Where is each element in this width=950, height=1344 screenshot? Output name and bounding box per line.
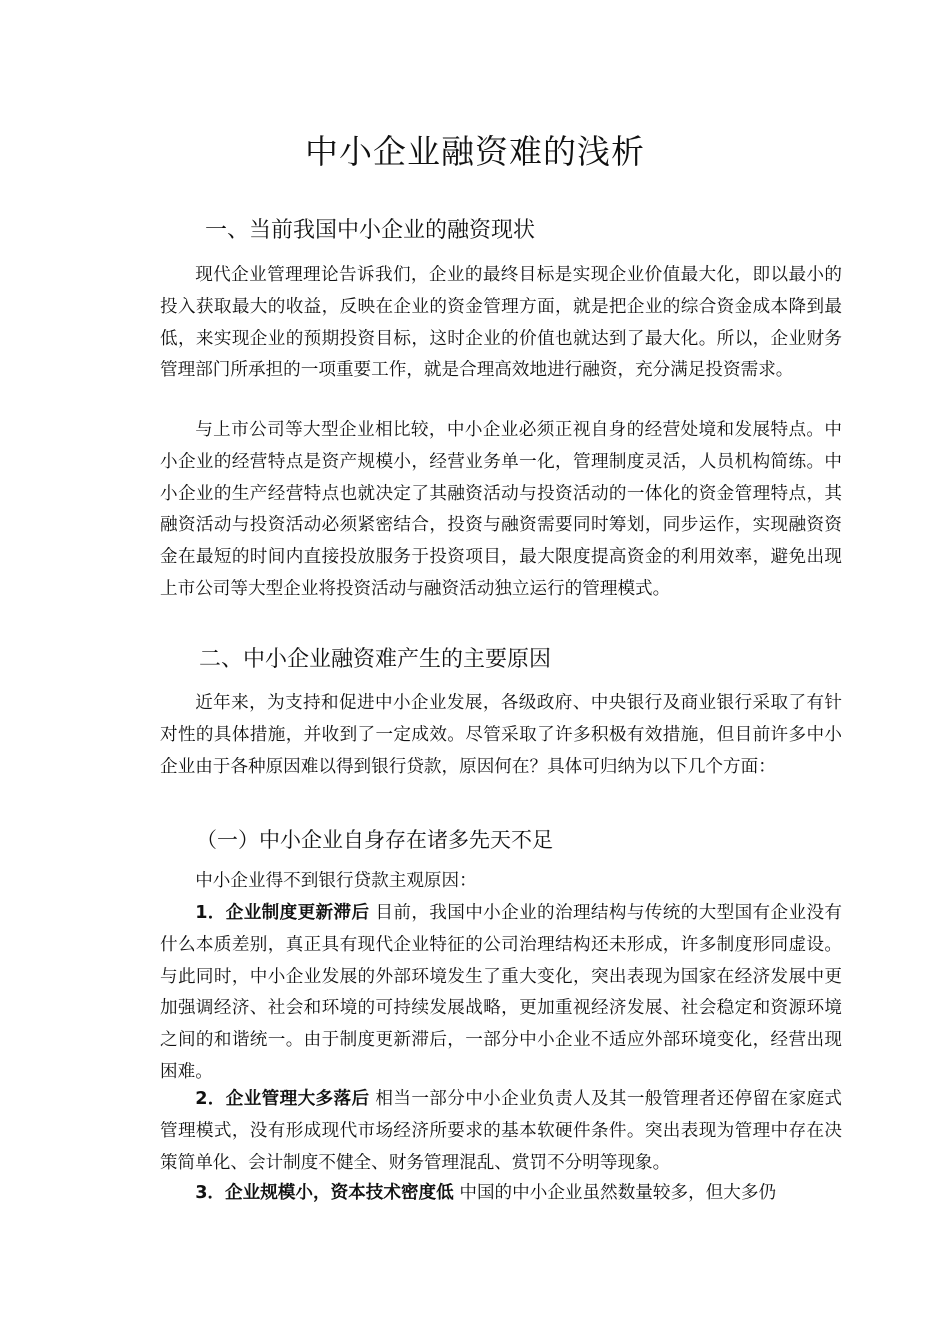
reason-item-1-text: 目前，我国中小企业的治理结构与传统的大型国有企业没有什么本质差别，真正具有现代企业特征的公司治理结构还未形成，许多制度形同虚设。与此同时，中小企业发展的外部环境发生了重大变化，突出表现为国家在经济发展中更加强调经济、社会和环境的可持续发展战略，更加重视经济发展、社会稳定和资源环境之间的和谐统一。由于制度更新滞后，一部分中小企业不适应外部环境变化，经营出现困难。 [160,903,842,1082]
section-1-heading: 一、当前我国中小企业的融资现状 [205,218,536,243]
reason-item-2-label: 2．企业管理大多落后 [195,1089,370,1109]
subsection-lead-paragraph: 中小企业得不到银行贷款主观原因： [195,871,477,891]
reason-item-2 [160,1084,842,1179]
reason-item-3-text: 中国的中小企业虽然数量较多，但大多仍 [459,1183,777,1203]
section-1-paragraph-1: 现代企业管理理论告诉我们，企业的最终目标是实现企业价值最大化，即以最小的投入获取最大的收益，反映在企业的资金管理方面，就是把企业的综合资金成本降到最低，来实现企业的预期投资目标，这时企业的价值也就达到了最大化。所以，企业财务管理部门所承担的一项重要工作，就是合理高效地进行融资，充分满足投资需求。 [160,265,842,381]
subsection-1-heading: （一）中小企业自身存在诸多先天不足 [196,828,553,852]
section-2-intro-paragraph: 近年来，为支持和促进中小企业发展，各级政府、中央银行及商业银行采取了有针对性的具体措施，并收到了一定成效。尽管采取了许多积极有效措施，但目前许多中小企业由于各种原因难以得到银行贷款，原因何在？具体可归纳为以下几个方面： [160,693,842,777]
reason-item-2-text: 相当一部分中小企业负责人及其一般管理者还停留在家庭式管理模式，没有形成现代市场经济所要求的基本软硬件条件。突出表现为管理中存在决策简单化、会计制度不健全、财务管理混乱、赏罚不分明等现象。 [160,1089,842,1173]
reason-item-1-label: 1．企业制度更新滞后 [195,903,370,923]
reason-item-3-label: 3．企业规模小，资本技术密度低 [195,1183,454,1203]
section-1-paragraph-2: 与上市公司等大型企业相比较，中小企业必须正视自身的经营处境和发展特点。中小企业的经营特点是资产规模小，经营业务单一化，管理制度灵活，人员机构简练。中小企业的生产经营特点也就决定了其融资活动与投资活动的一体化的资金管理特点，其融资活动与投资活动必须紧密结合，投资与融资需要同时筹划，同步运作，实现融资资金在最短的时间内直接投放服务于投资项目，最大限度提高资金的利用效率，避免出现上市公司等大型企业将投资活动与融资活动独立运行的管理模式。 [160,420,842,599]
reason-item-1 [160,898,842,1089]
section-2-heading: 二、中小企业融资难产生的主要原因 [199,647,552,672]
reason-item-3 [160,1178,842,1210]
document-title: 中小企业融资难的浅析 [305,132,645,171]
